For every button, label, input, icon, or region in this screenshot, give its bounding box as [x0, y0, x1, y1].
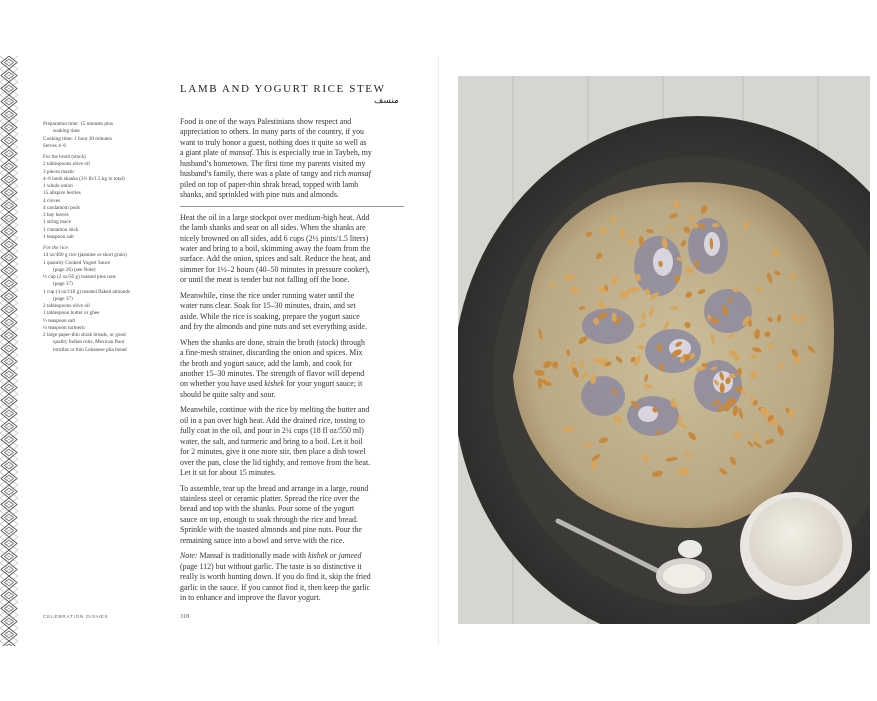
method-line: remaining sauce into a bowl and serve with the rice.: [180, 535, 345, 545]
footer-section-label: CELEBRATION DISHES: [43, 615, 109, 620]
almond-sliver: [720, 383, 725, 394]
method-line: Let it sit for about 15 minutes.: [180, 468, 276, 478]
method-line: Heat the oil in a large stockpot over medium-high heat. Add: [180, 212, 370, 222]
ingredient-line: (page 37): [53, 295, 73, 302]
ingredient-line: 15 allspice berries: [43, 190, 81, 197]
method-line: sauce on top, enough to soak through the rice and bread.: [180, 514, 358, 524]
ingredient-line: ¼ teaspoon turmeric: [43, 324, 86, 331]
method-line: in to enhance and improve the flavor yogurt.: [180, 593, 321, 603]
method-line: simmer for 1½–2 hours (40–50 minutes in pressure cooker),: [180, 264, 370, 274]
method-paragraph: [180, 338, 408, 401]
method-line: nicely browned on all sides, add 6 cups (2½ pints/1.5 liters): [180, 233, 369, 243]
intro-line: a giant plate of mansaf. This is especially true in Taybeh, my: [180, 148, 372, 158]
method-line: Sprinkle with the toasted almonds and pine nuts. Pour the: [180, 525, 362, 535]
method-paragraph: [180, 405, 408, 478]
method-line: stainless steel or ceramic platter. Spread the rice over the: [180, 493, 360, 503]
rice-heading: For the rice: [43, 245, 68, 251]
recipe-title-arabic: منسف: [374, 96, 399, 106]
ingredient-line: 3 bay leaves: [43, 212, 69, 218]
intro-line: Food is one of the ways Palestinians show respect and: [180, 117, 352, 126]
method-line: Meanwhile, continue with the rice by melting the butter and: [180, 405, 370, 415]
ingredient-line: ⅓ cup (2 oz/50 g) toasted pine nuts: [43, 274, 116, 280]
method-line: the lamb shanks and sear on all sides. When the shanks are: [180, 223, 366, 233]
method-line: fully coat in the oil, and pour in 2¼ cups (18 fl oz/550 ml): [180, 426, 364, 436]
rice-ingredients: [43, 252, 161, 354]
intro-line: want to truly honor a guest, nothing does it quite so well as: [180, 137, 367, 147]
recipe-body: [180, 117, 408, 608]
mansaf-platter-photo: [458, 76, 870, 624]
method-line: garlic in the sauce. If you cannot find it, then keep the garlic: [180, 582, 371, 592]
ingredient-line: Preparation time: 15 minutes plus: [43, 121, 114, 127]
method-line: water and bring to a boil, skimming away the foam from the: [180, 243, 371, 253]
ingredient-line: Cooking time: 1 hour 30 minutes: [43, 135, 112, 142]
method-line: a fine-mesh strainer, discarding the onion and spices. Mix: [180, 348, 363, 358]
ingredient-line: Serves 4–6: [43, 142, 66, 149]
ingredient-line: (page 37): [53, 281, 73, 288]
method-line: Meanwhile, rinse the rice under running water until the: [180, 290, 355, 300]
method-line: aside. While the rice is soaking, prepare the yogurt sauce: [180, 311, 360, 321]
intro-line: appreciation to others. In many parts of the country, if you: [180, 127, 364, 137]
intro-paragraph: [180, 117, 408, 201]
method-line: water, the salt, and turmeric and bring to a boil. Let it boil: [180, 436, 363, 446]
ingredient-line: 1 cinnamon stick: [43, 226, 79, 233]
method-line: To assemble, tear up the bread and arrange in a large, round: [180, 483, 369, 493]
method-line: and fry the almonds and pine nuts and set everything aside.: [180, 322, 367, 332]
intro-line: piled on top of paper-thin shrak bread, topped with lamb: [180, 179, 359, 189]
ingredient-line: 14 oz/400 g rice (jasmine or short grain): [43, 252, 127, 259]
method-line: or until the meat is tender but not falling off the bone.: [180, 275, 350, 285]
page-gutter: [438, 56, 439, 646]
ingredient-line: 1 whole onion: [43, 183, 73, 189]
recipe-title: LAMB AND YOGURT RICE STEW: [180, 83, 386, 95]
ingredient-line: (page 26) (see Note): [53, 266, 96, 273]
ingredient-line: 1 quantity Cooked Yogurt Sauce: [43, 259, 111, 266]
method-line: When the shanks are done, strain the broth (stock) through: [180, 337, 365, 347]
method-line: surface. Add the onion, spices and salt. Reduce the heat, and: [180, 254, 371, 264]
ingredient-line: 1 string mace: [43, 219, 71, 226]
ingredient-line: 4 cloves: [43, 197, 61, 204]
method-paragraph: [180, 291, 408, 333]
ingredient-line: soaking time: [53, 128, 80, 135]
page-number: 318: [180, 614, 189, 620]
ingredient-line: ½ teaspoon salt: [43, 317, 76, 324]
recipe-meta: [43, 121, 161, 150]
ingredient-line: 2 tablespoons olive oil: [43, 303, 90, 309]
ingredient-line: 1 tablespoon butter or ghee: [43, 310, 100, 317]
intro-line: husband’s hometown. The first time my parents visited my: [180, 158, 366, 168]
method-paragraph: [180, 213, 408, 286]
intro-line: husband’s family, there was a plate of tangy and rich mansaf: [180, 169, 371, 179]
method-line: water runs clear. Soak for 15–30 minutes, drain, and set: [180, 301, 356, 311]
ingredient-line: tortillas or thin Lebanese pita bread: [53, 346, 127, 353]
ingredient-line: 2 large paper-thin shrak breads, or good: [43, 332, 126, 338]
ingredient-line: quality Indian rotis, Mexican flour: [53, 339, 125, 346]
method-line: for 2 minutes, give it one more stir, then place a dish towel: [180, 447, 366, 457]
decorative-border: [0, 56, 18, 646]
method-line: the broth and yogurt sauce, add the lamb, and cook for: [180, 358, 353, 368]
method-steps: [180, 213, 408, 604]
method-line: oil in a pan over high heat. Add the drained rice, tossing to: [180, 415, 365, 425]
method-line: bread and top with the shanks. Pour some of the yogurt: [180, 504, 355, 514]
method-paragraph: [180, 551, 408, 603]
ingredient-line: 1 teaspoon salt: [43, 233, 74, 240]
method-line: over the pan, close the lid tightly, and remove from the heat.: [180, 457, 371, 467]
method-line: (page 112) but without garlic. The taste is so distinctive it: [180, 561, 362, 571]
method-line: another 15–30 minutes. The strength of flavor will depend: [180, 368, 365, 378]
broth-heading: For the broth (stock): [43, 154, 86, 160]
ingredient-line: 3 pieces mastic: [43, 168, 75, 175]
intro-line: shanks, and sprinkled with pine nuts and almonds.: [180, 190, 339, 200]
method-line: on whether you have used kishek for your yogurt sauce; it: [180, 379, 363, 389]
method-line: Note: Mansaf is traditionally made with kishek or jameed: [180, 551, 362, 561]
almond-sliver: [538, 378, 542, 389]
ingredients-column: [43, 121, 161, 354]
method-line: really is worth hunting down. If you do find it, skip the fried: [180, 572, 371, 582]
ingredient-line: 1 cup (4 oz/110 g) toasted flaked almonds: [43, 288, 130, 295]
broth-ingredients: [43, 161, 161, 241]
almond-sliver: [670, 306, 678, 310]
ingredient-line: 4–6 lamb shanks (3½ lb/1.5 kg in total): [43, 175, 125, 182]
divider: [180, 206, 404, 207]
method-line: should be quite salty and sour.: [180, 389, 276, 399]
method-paragraph: [180, 484, 408, 547]
ingredient-line: 4 cardamom pods: [43, 204, 80, 211]
ingredient-line: 2 tablespoons olive oil: [43, 161, 90, 168]
